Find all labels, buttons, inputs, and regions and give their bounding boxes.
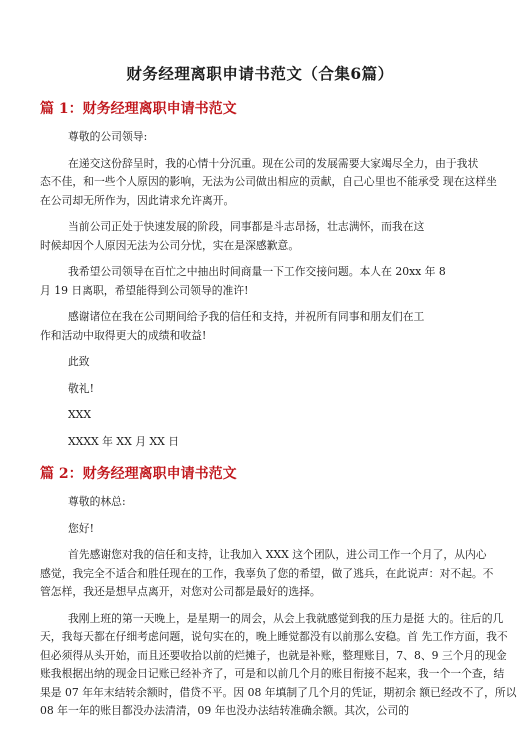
- paragraph-2-1: [40, 546, 494, 602]
- text-line: 在递交这份辞呈时，我的心情十分沉重。现在公司的发展需要大家竭尽全力，由于我状: [68, 156, 479, 170]
- greeting-2: 您好!: [68, 521, 94, 535]
- salutation-1: 尊敬的公司领导:: [68, 130, 148, 143]
- text-line: 账我根据出纳的现金日记账已经补齐了，可是和以前几个月的账目衔接不起来，我一个一个查，结: [40, 667, 505, 680]
- closing-1: 此致: [68, 355, 90, 368]
- text-line: 在公司却无所作为，因此请求允许离开。: [40, 193, 235, 207]
- text-line: 管怎样，我还是想早点离开，对您对公司都是最好的选择。: [40, 585, 321, 598]
- paragraph-1-1: [40, 155, 497, 211]
- paragraph-2-2: [40, 610, 517, 721]
- paragraph-1-4: [40, 308, 480, 345]
- text-line: 果是 07 年年末结转余额时，借贷不平。因 08 年填制了几个月的凭证，期初余 额已经改不了，所以: [40, 685, 517, 699]
- text-line: 月 19 日离职，希望能得到公司领导的准许!: [40, 283, 249, 297]
- text-line: 08 年一年的账目都没办法清清，09 年也没办法结转准确余额。其次，公司的: [40, 704, 410, 717]
- text-line: 作和活动中取得更大的成绩和收益!: [40, 328, 207, 342]
- text-line: 但必须得从头开始，而且还要收拾以前的烂摊子，也就是补账，整理账目，7、8、9 三个月的现金: [40, 648, 507, 662]
- closing-2: 敬礼!: [68, 381, 94, 395]
- text-line: 时候却因个人原因无法为公司分忧，实在是深感歉意。: [40, 238, 300, 252]
- text-line: 我希望公司领导在百忙之中抽出时间商量一下工作交接问题。本人在 20xx 年 8: [68, 265, 446, 278]
- text-line: 我刚上班的第一天晚上，是星期一的周会，从会上我就感觉到我的压力是挺 大的。往后的几: [68, 611, 504, 625]
- document-title: 财务经理离职申请书范文（合集6篇）: [126, 64, 394, 83]
- text-line: 天，我每天都在仔细考虑问题，说句实在的，晚上睡觉都没有以前那么安稳。首 先工作方面，我不: [40, 630, 508, 643]
- text-line: 当前公司正处于快速发展的阶段，同事都是斗志昂扬，壮志满怀，而我在这: [68, 220, 425, 233]
- section-heading-1: 篇 1：财务经理离职申请书范文: [40, 101, 237, 117]
- signature: XXX: [68, 408, 92, 421]
- paragraph-1-2: [40, 218, 480, 255]
- text-line: 感谢诸位在我在公司期间给予我的信任和支持，并祝所有同事和朋友们在工: [68, 310, 425, 323]
- date: XXXX 年 XX 月 XX 日: [68, 434, 180, 448]
- paragraph-1-3: [40, 263, 480, 300]
- section-heading-2: 篇 2：财务经理离职申请书范文: [40, 466, 237, 482]
- text-line: 态不佳，和一些个人原因的影响，无法为公司做出相应的贡献，自己心里也不能承受 现在这样坐: [40, 175, 497, 188]
- text-line: 感觉，我完全不适合和胜任现在的工作，我辜负了您的希望，做了逃兵，在此说声：对不起。不: [40, 566, 494, 580]
- text-line: 首先感谢您对我的信任和支持，让我加入 XXX 这个团队，进公司工作一个月了，从内心: [68, 548, 487, 561]
- salutation-2: 尊敬的林总:: [68, 495, 126, 508]
